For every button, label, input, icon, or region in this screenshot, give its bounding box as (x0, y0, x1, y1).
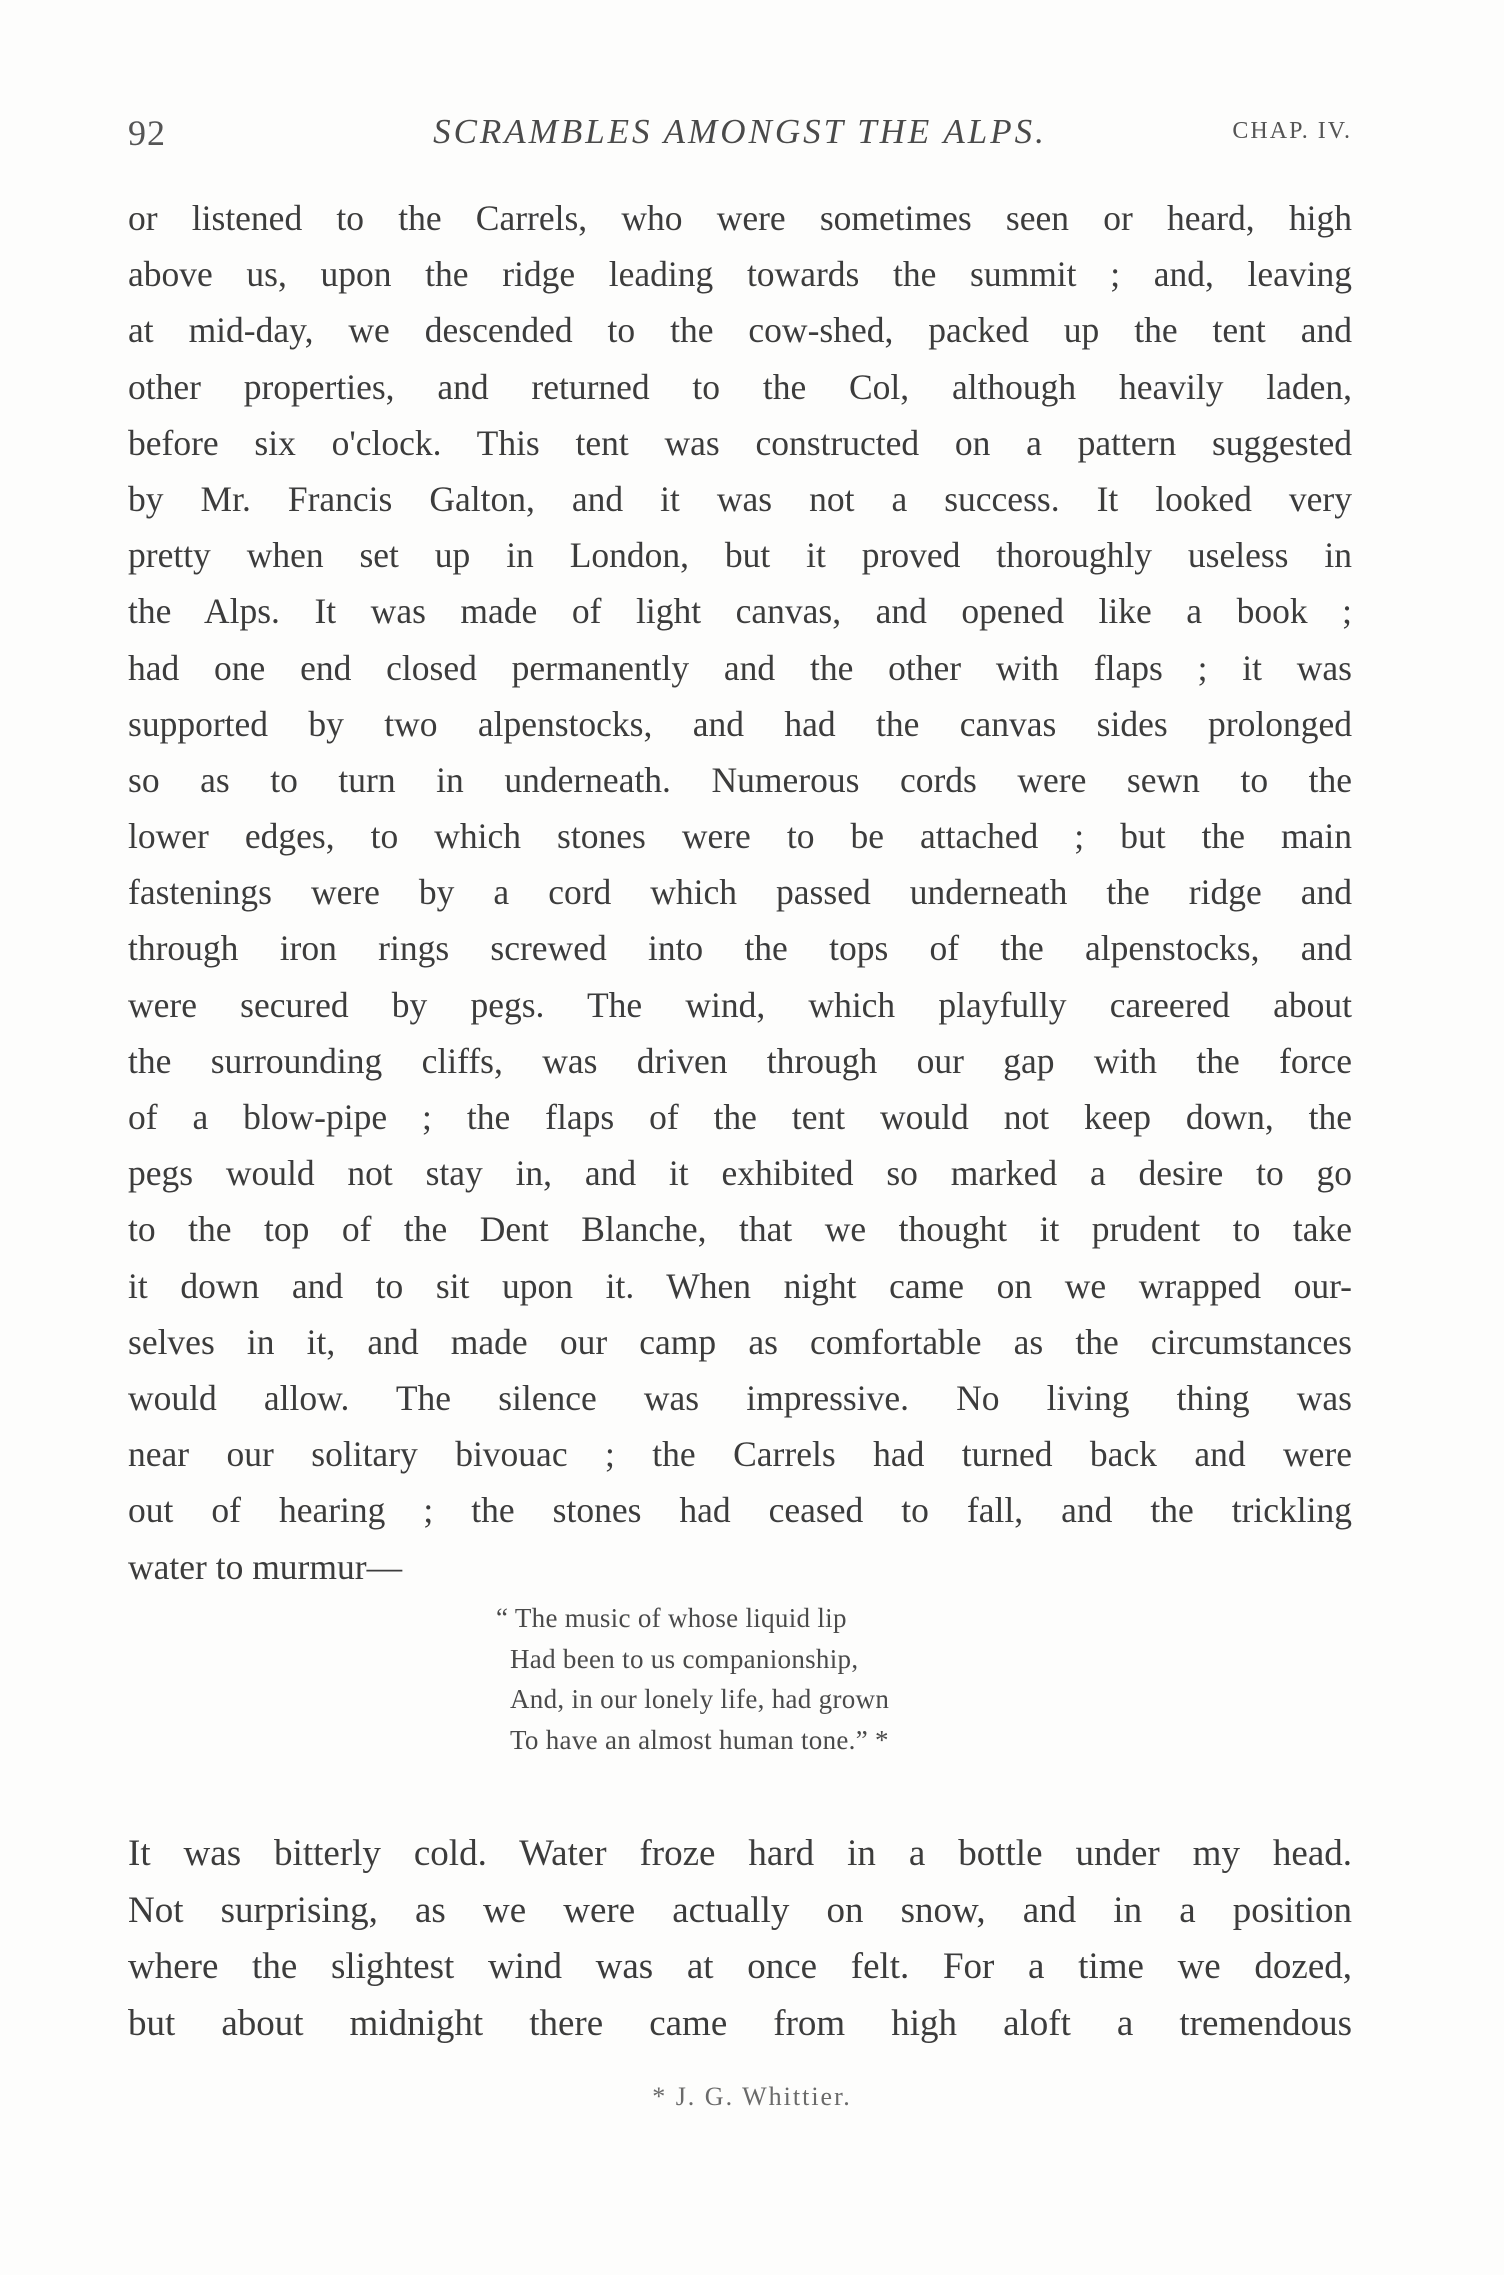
verse-quotation (496, 1598, 1056, 1760)
page-header (128, 112, 1352, 162)
text-line: above us, upon the ridge leading towards the summit ; and, leaving (128, 254, 1352, 295)
text-line: It was bitterly cold. Water froze hard in a bottle under my head. (128, 1833, 1352, 1874)
text-line: through iron rings screwed into the tops of the alpenstocks, and (128, 928, 1352, 969)
text-line: would allow. The silence was impressive. No living thing was (128, 1377, 1352, 1418)
paragraph-1 (128, 190, 1352, 1595)
paragraph-2 (128, 1826, 1352, 2052)
text-line: pretty when set up in London, but it proved thoroughly useless in (128, 535, 1352, 576)
text-line: but about midnight there came from high aloft a tremendous (128, 2002, 1352, 2044)
text-line: to the top of the Dent Blanche, that we thought it prudent to take (128, 1209, 1352, 1250)
footnote: * J. G. Whittier. (652, 2082, 852, 2111)
text-line: selves in it, and made our camp as comfortable as the circumstances (128, 1321, 1352, 1362)
text-line: before six o'clock. This tent was constructed on a pattern suggested (128, 422, 1352, 463)
text-line: so as to turn in underneath. Numerous cords were sewn to the (128, 759, 1352, 800)
text-line: the Alps. It was made of light canvas, and opened like a book ; (128, 591, 1352, 632)
text-line: out of hearing ; the stones had ceased to fall, and the trickling (128, 1490, 1352, 1531)
text-line: by Mr. Francis Galton, and it was not a success. It looked very (128, 478, 1352, 519)
text-line: near our solitary bivouac ; the Carrels had turned back and were (128, 1434, 1352, 1475)
text-line: water to murmur— (128, 1546, 403, 1587)
text-line: or listened to the Carrels, who were sometimes seen or heard, high (128, 198, 1352, 238)
text-line: supported by two alpenstocks, and had the canvas sides prolonged (128, 703, 1352, 744)
verse-line: Had been to us companionship, (510, 1643, 859, 1674)
running-title: SCRAMBLES AMONGST THE ALPS. (433, 112, 1047, 151)
chapter-reference: CHAP. IV. (1232, 118, 1352, 144)
text-line: had one end closed permanently and the other with flaps ; it was (128, 647, 1352, 688)
text-line: other properties, and returned to the Col, although heavily laden, (128, 366, 1352, 407)
text-line: lower edges, to which stones were to be attached ; but the main (128, 816, 1352, 857)
text-line: where the slightest wind was at once felt. For a time we dozed, (128, 1946, 1352, 1987)
verse-line: “ The music of whose liquid lip (496, 1603, 847, 1633)
text-line: fastenings were by a cord which passed underneath the ridge and (128, 872, 1352, 913)
page-number: 92 (128, 113, 166, 153)
text-line: Not surprising, as we were actually on snow, and in a position (128, 1889, 1352, 1931)
verse-line: To have an almost human tone.” * (510, 1724, 889, 1755)
text-line: the surrounding cliffs, was driven through our gap with the force (128, 1040, 1352, 1081)
text-line: of a blow-pipe ; the flaps of the tent would not keep down, the (128, 1097, 1352, 1137)
verse-line: And, in our lonely life, had grown (510, 1684, 890, 1714)
text-line: were secured by pegs. The wind, which playfully careered about (128, 984, 1352, 1025)
text-line: at mid-day, we descended to the cow-shed, packed up the tent and (128, 310, 1352, 351)
text-line: it down and to sit upon it. When night came on we wrapped our- (128, 1265, 1352, 1306)
text-line: pegs would not stay in, and it exhibited so marked a desire to go (128, 1153, 1352, 1194)
